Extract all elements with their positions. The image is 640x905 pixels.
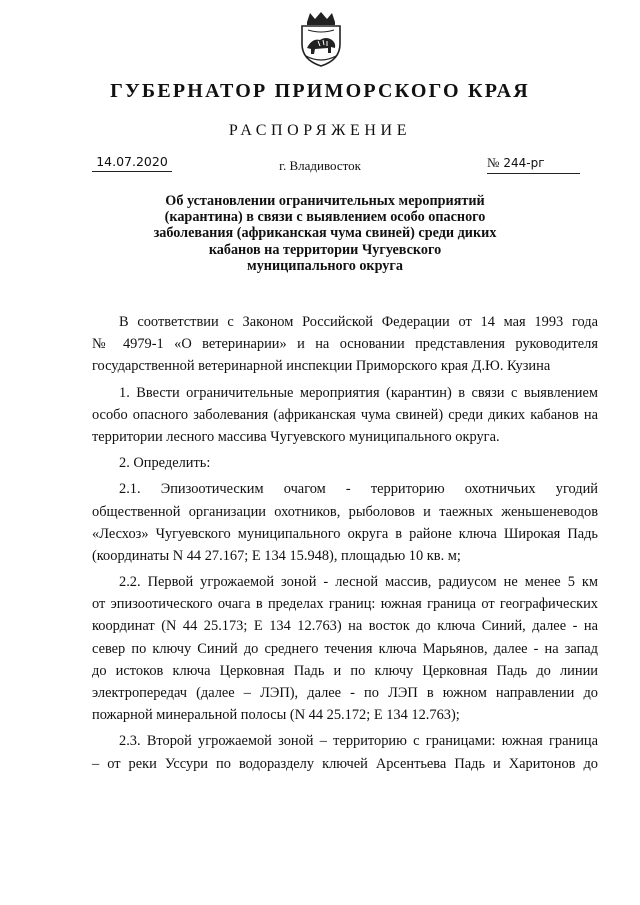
text-line: особо опасного заболевания (африканская чума свиней) среди диких кабанов на [92, 406, 598, 423]
text-line: 1. Ввести ограничительные мероприятия (карантин) в связи с выявлением [119, 384, 598, 401]
text-line: 2. Определить: [119, 455, 211, 472]
text-line: 2.3. Второй угрожаемой зоной – территорию с границами: южная граница [119, 733, 598, 750]
subject-line: кабанов на территории Чугуевского [208, 241, 442, 258]
subject-line: заболевания (африканская чума свиней) среди диких [153, 225, 497, 242]
text-line: (координаты N 44 27.167; E 134 15.948), площадью 10 кв. м; [92, 547, 461, 564]
paragraph-item-2-1 [92, 478, 598, 567]
text-line: № 4979-1 «О ветеринарии» и на основании представления руководителя [92, 336, 598, 353]
document-body [92, 311, 598, 775]
document-number [487, 155, 580, 174]
paragraph-item-1 [92, 382, 598, 449]
document-type: РАСПОРЯЖЕНИЕ [228, 122, 412, 139]
text-line: 2.1. Эпизоотическим очагом - территорию охотничьих угодий [119, 481, 598, 498]
governor-title: ГУБЕРНАТОР ПРИМОРСКОГО КРАЯ [110, 80, 530, 102]
text-line: пожарной минеральной полосы (N 44 25.172; E 134 12.763); [92, 707, 460, 724]
paragraph-item-2-3 [92, 730, 598, 774]
number-value: 244-рг [503, 156, 545, 170]
text-line: государственной ветеринарной инспекции Приморского края Д.Ю. Кузина [92, 358, 551, 375]
text-line: север по ключу Синий до среднего течения ключа Марьянов, далее - на запад [92, 640, 598, 657]
text-line: координат (N 44 25.173; E 134 12.763) на восток до ключа Синий, далее - на [92, 618, 598, 635]
text-line: «Лесхоз» Чугуевского муниципального округа в районе ключа Широкая Падь [92, 525, 598, 542]
text-line: электропередач (далее – ЛЭП), далее - по ЛЭП в южном направлении до [92, 685, 598, 701]
document-city: г. Владивосток [279, 158, 361, 173]
subject-line: Об установлении ограничительных мероприятий [165, 193, 485, 209]
document-subject [150, 193, 500, 274]
text-line: до истоков ключа Церковная Падь и по ключу Церковная Падь до линии [92, 662, 598, 679]
number-sign: № [487, 155, 500, 170]
coat-of-arms-tiger-icon [298, 10, 344, 68]
text-line: 2.2. Первой угрожаемой зоной - лесной массив, радиусом не менее 5 км [119, 574, 598, 591]
document-date: 14.07.2020 [92, 154, 172, 172]
text-line: территории лесного массива Чугуевского муниципального округа. [92, 428, 500, 445]
subject-line: (карантина) в связи с выявлением особо опасного [164, 209, 486, 226]
paragraph-preamble [92, 311, 598, 378]
paragraph-item-2-2 [92, 571, 598, 726]
subject-line: муниципального округа [247, 257, 403, 274]
document-meta [0, 152, 640, 178]
text-line: – от реки Уссури по водоразделу ключей Арсентьева Падь и Харитонов до [92, 755, 598, 772]
paragraph-item-2 [92, 452, 598, 474]
text-line: В соответствии с Законом Российской Федерации от 14 мая 1993 года [119, 314, 598, 330]
text-line: от эпизоотического очага в пределах границ: южная граница от географических [92, 596, 598, 613]
text-line: общественной организации охотников, рыболовов и таежных женьшеневодов [92, 503, 598, 520]
